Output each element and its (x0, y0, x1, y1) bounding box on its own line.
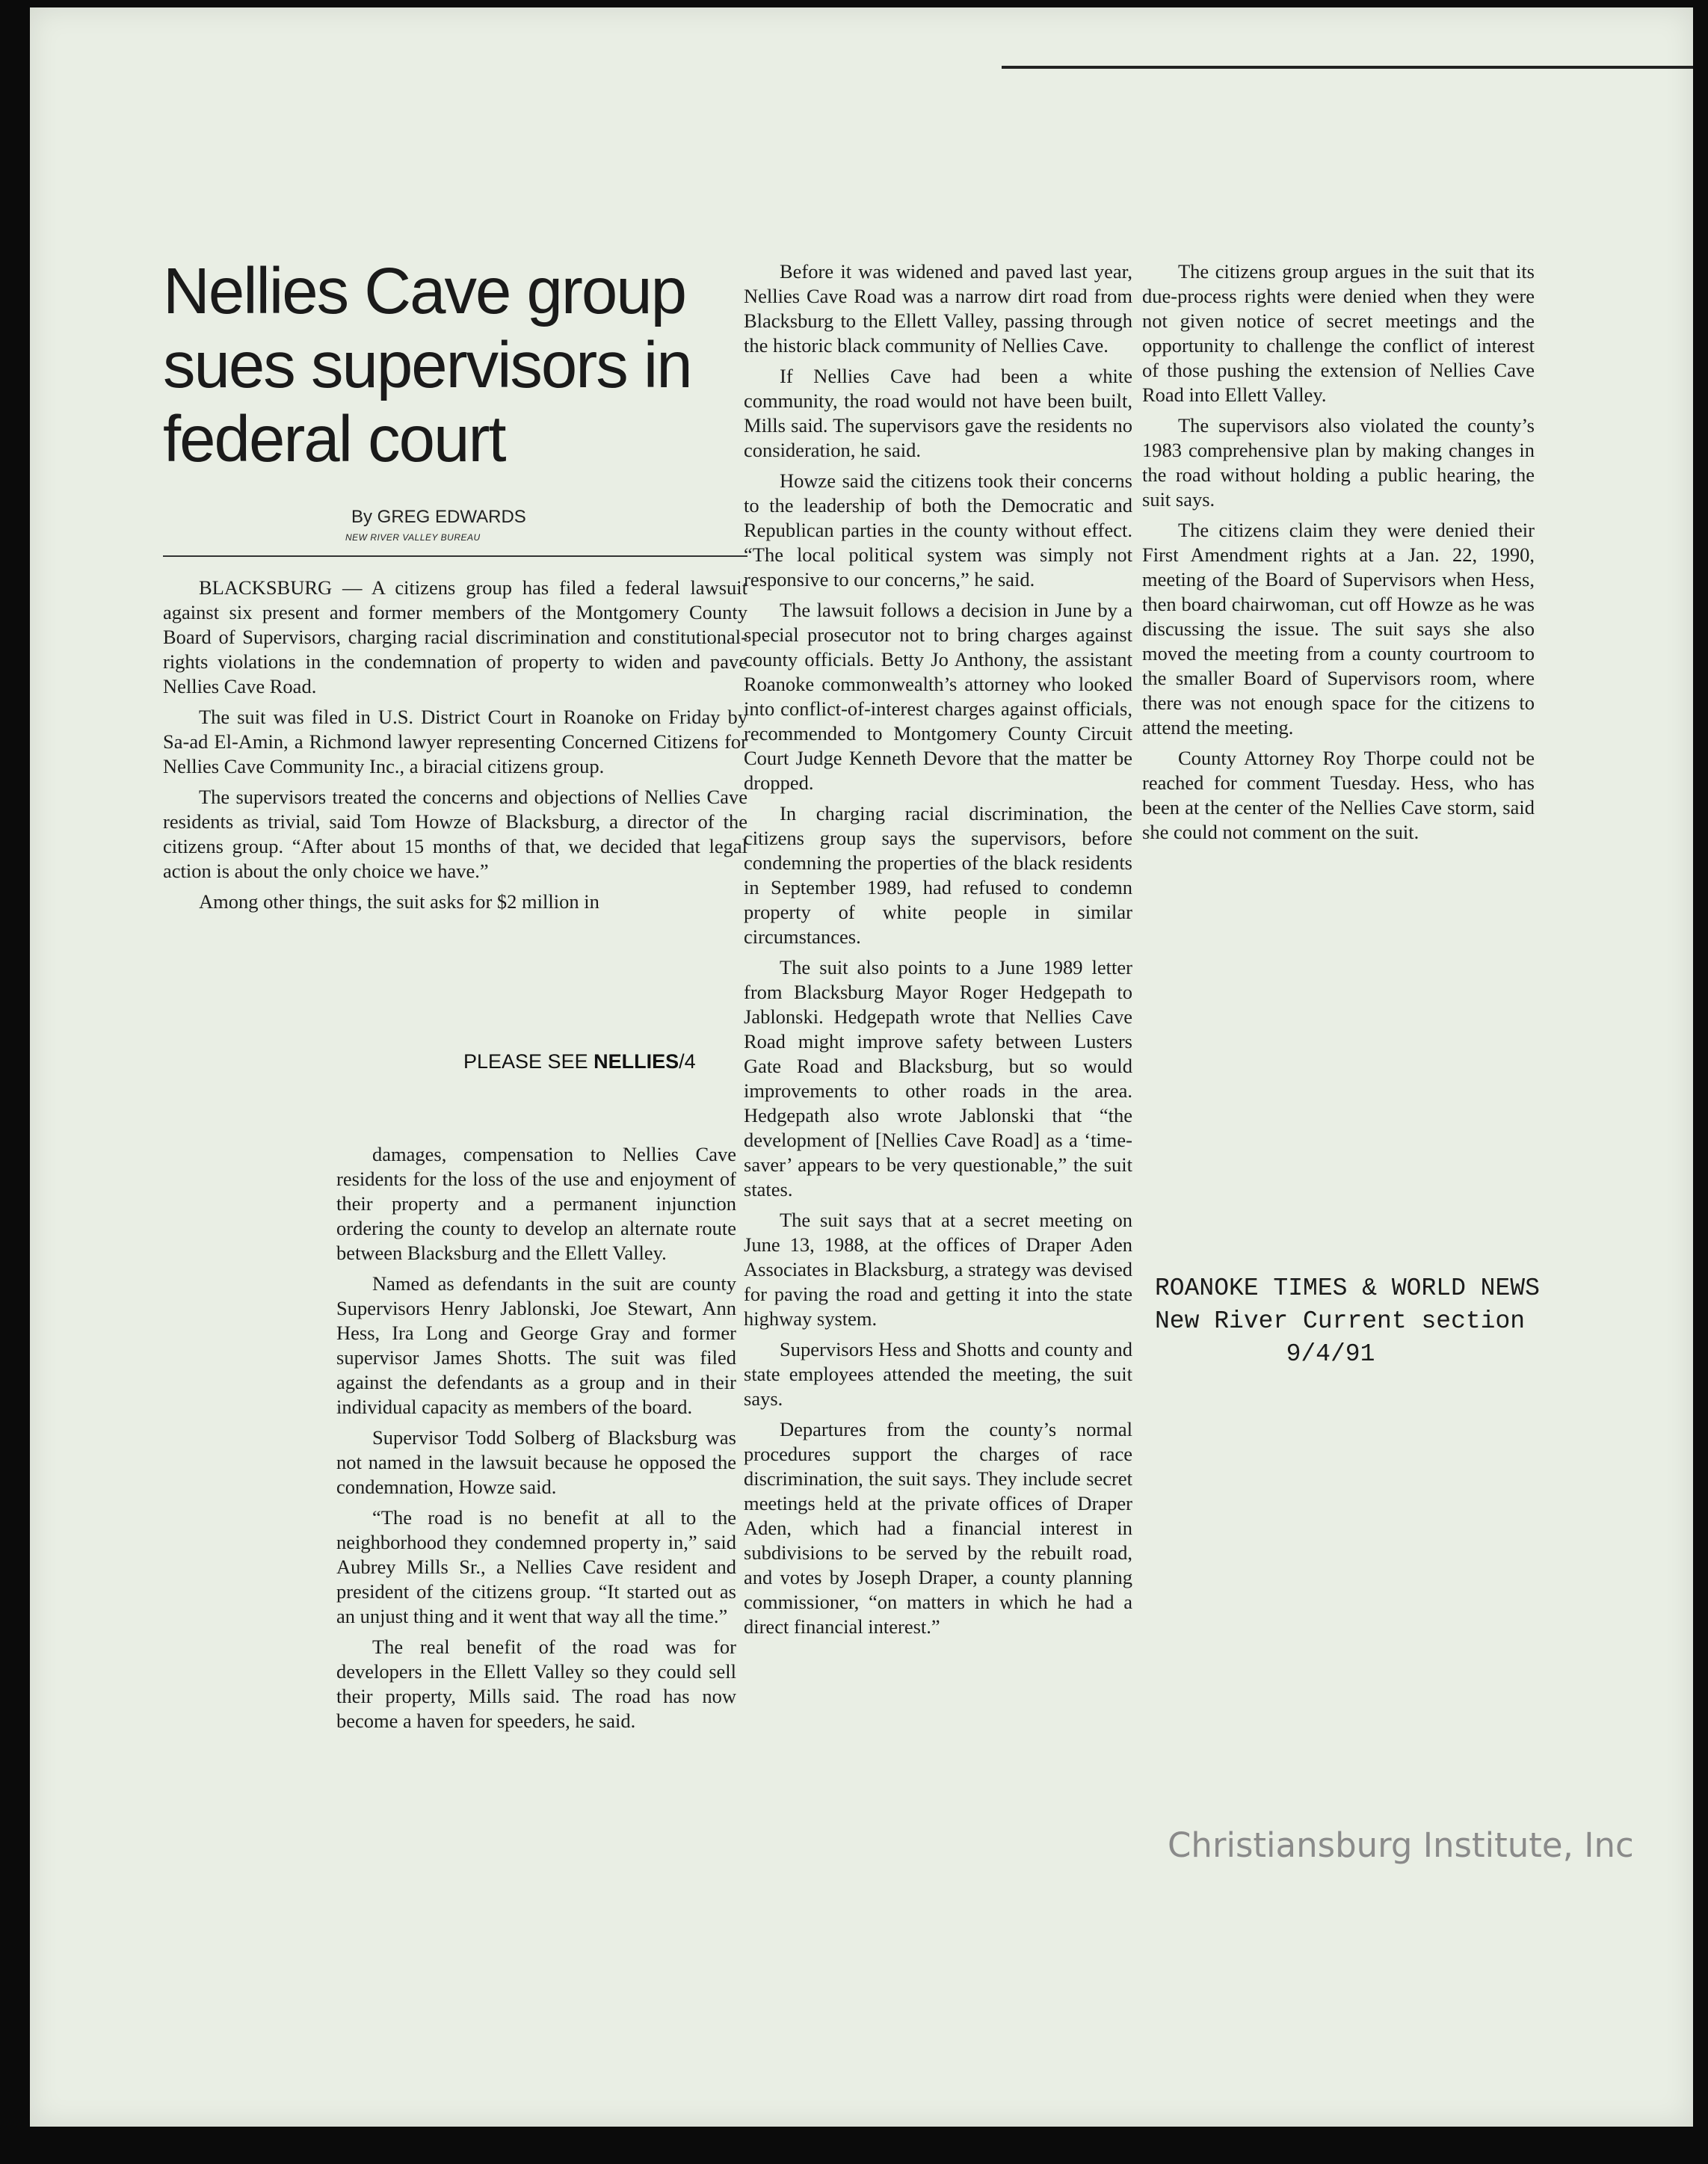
article-paragraph: County Attorney Roy Thorpe could not be reached for comment Tuesday. Hess, who has been at the center of the Nellies Cave storm, said she could not comment on the suit. (1142, 747, 1535, 843)
article-paragraph: The supervisors also violated the county’s 1983 comprehensive plan by making changes in the road without holding a public hearing, the suit says. (1142, 414, 1535, 511)
article-paragraph: Among other things, the suit asks for $2 million in (199, 890, 599, 913)
article-paragraph: Supervisor Todd Solberg of Blacksburg was not named in the lawsuit because he opposed the condemnation, Howze said. (336, 1426, 736, 1498)
headline: Nellies Cave group sues supervisors in federal court (163, 255, 691, 475)
byline: By GREG EDWARDS (351, 507, 526, 527)
article-column-4 (1142, 259, 1535, 845)
article-paragraph: In charging racial discrimination, the citizens group says the supervisors, before condemning the properties of the black residents in September 1989, had refused to condemn property of white people in similar circumstances. (744, 802, 1132, 948)
byline-divider (163, 555, 747, 557)
continued-jump-line (463, 1050, 696, 1073)
article-paragraph: Howze said the citizens took their concerns to the leadership of both the Democratic and Republican parties in the county without effect. “The local political system was simply not responsive to our concerns,” he said. (744, 469, 1132, 591)
jump-prefix: PLEASE SEE (463, 1050, 594, 1073)
bureau-credit: NEW RIVER VALLEY BUREAU (345, 532, 481, 543)
article-paragraph: The supervisors treated the concerns and objections of Nellies Cave residents as trivial, said Tom Howze of Blacksburg, a director of the citizens group. “After about 15 months of that, we decided that legal action is about the only choice we have.” (163, 786, 747, 882)
newspaper-clipping (30, 7, 1693, 2127)
article-paragraph: Supervisors Hess and Shotts and county and state employees attended the meeting, the suit says. (744, 1338, 1132, 1410)
article-paragraph: damages, compensation to Nellies Cave residents for the loss of the use and enjoyment of their property and a permanent injunction ordering the county to develop an alternate route between Blacksburg and the Ellett Valley. (336, 1143, 736, 1264)
article-paragraph: If Nellies Cave had been a white community, the road would not have been built, Mills said. The supervisors gave the residents no consideration, he said. (744, 365, 1132, 461)
article-paragraph: The real benefit of the road was for developers in the Ellett Valley so they could sell their property, Mills said. The road has now become a haven for speeders, he said. (336, 1636, 736, 1732)
source-citation (1155, 1272, 1540, 1371)
article-paragraph: Before it was widened and paved last year, Nellies Cave Road was a narrow dirt road from Blacksburg to the Ellett Valley, passing through the historic black community of Nellies Cave. (744, 260, 1132, 357)
article-column-2 (336, 1142, 736, 1733)
source-publication: ROANOKE TIMES & WORLD NEWS (1155, 1274, 1540, 1302)
archive-watermark: Christiansburg Institute, Inc (1168, 1825, 1634, 1865)
source-date: 9/4/91 (1286, 1340, 1375, 1368)
article-column-1 (163, 576, 747, 914)
article-paragraph: The suit was filed in U.S. District Court in Roanoke on Friday by Sa-ad El-Amin, a Richmond lawyer representing Concerned Citizens for Nellies Cave Community Inc., a biracial citizens group. (163, 706, 747, 777)
article-column-3 (744, 259, 1132, 1639)
article-paragraph: BLACKSBURG — A citizens group has filed a federal lawsuit against six present and former members of the Montgomery County Board of Supervisors, charging racial discrimination and constitutional-rights violations in the condemnation of property to widen and pave Nellies Cave Road. (163, 576, 747, 697)
article-paragraph: The suit says that at a secret meeting on June 13, 1988, at the offices of Draper Aden Associates in Blacksburg, a strategy was devised for paving the road and getting it into the state highway system. (744, 1209, 1132, 1330)
article-paragraph: “The road is no benefit at all to the neighborhood they condemned property in,” said Aubrey Mills Sr., a Nellies Cave resident and president of the citizens group. “It started out as an unjust thing and it went that way all the time.” (336, 1506, 736, 1627)
source-section: New River Current section (1155, 1307, 1526, 1335)
article-paragraph: The citizens group argues in the suit that its due-process rights were denied when they were not given notice of secret meetings and the opportunity to challenge the conflict of interest of those pushing the extension of Nellies Cave Road into Ellett Valley. (1142, 260, 1535, 406)
article-paragraph: Departures from the county’s normal procedures support the charges of race discrimination, the suit says. They include secret meetings held at the private offices of Draper Aden, which had a financial interest in subdivisions to be served by the rebuilt road, and votes by Joseph Draper, a county planning commissioner, “on matters in which he had a direct financial interest.” (744, 1418, 1132, 1638)
jump-page: /4 (679, 1050, 696, 1073)
article-paragraph: The citizens claim they were denied their First Amendment rights at a Jan. 22, 1990, meeting of the Board of Supervisors when Hess, then board chairwoman, cut off Howze as he was discussing the issue. The suit says she also moved the meeting from a county courtroom to the smaller Board of Supervisors room, where there was not enough space for the citizens to attend the meeting. (1142, 519, 1535, 739)
jump-target: NELLIES (594, 1050, 679, 1073)
top-rule (1002, 66, 1693, 69)
article-paragraph: The suit also points to a June 1989 letter from Blacksburg Mayor Roger Hedgepath to Jablonski. Hedgepath wrote that Nellies Cave Road might improve safety between Lusters Gate Road and Blacksburg, but so would improvements to other roads in the area. Hedgepath also wrote Jablonski that “the development of [Nellies Cave Road] as a ‘time-saver’ appears to be very questionable,” the suit states. (744, 956, 1132, 1200)
article-paragraph: The lawsuit follows a decision in June by a special prosecutor not to bring charges against county officials. Betty Jo Anthony, the assistant Roanoke commonwealth’s attorney who looked into conflict-of-interest charges against officials, recommended to Montgomery County Circuit Court Judge Kenneth Devore that the matter be dropped. (744, 599, 1132, 794)
article-paragraph: Named as defendants in the suit are county Supervisors Henry Jablonski, Joe Stewart, Ann Hess, Ira Long and George Gray and former supervisor James Shotts. The suit was filed against the defendants as a group and in their individual capacity as members of the board. (336, 1272, 736, 1418)
